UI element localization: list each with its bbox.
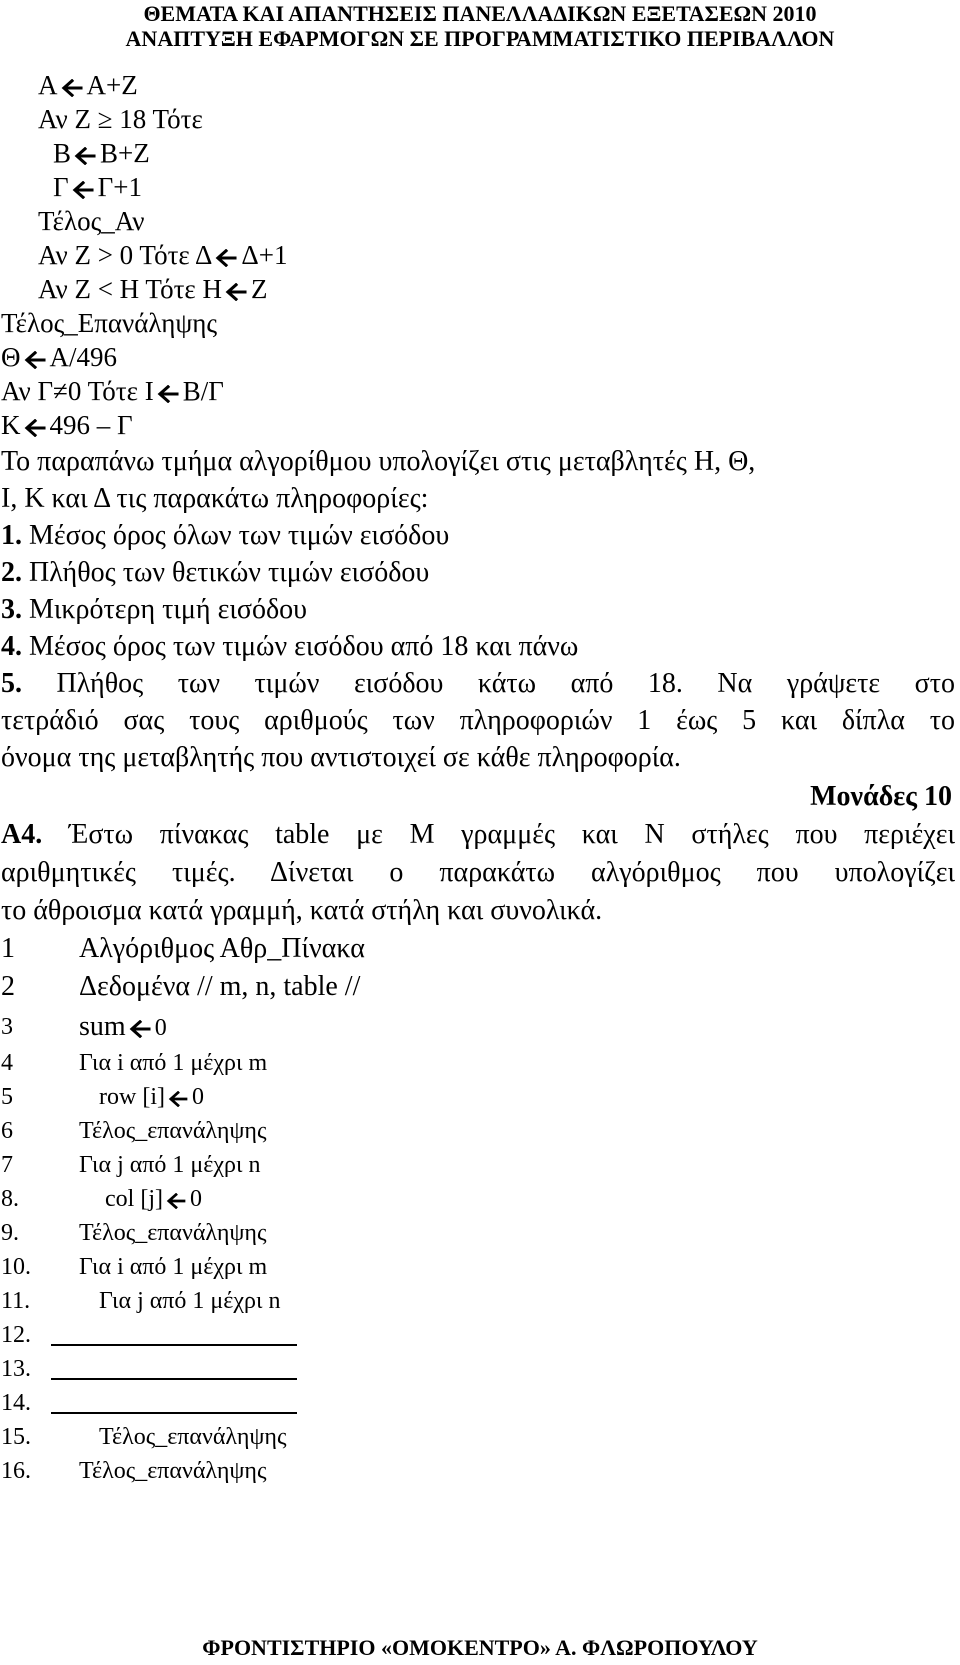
a3-intro-line-1: Το παραπάνω τμήμα αλγορίθμου υπολογίζει στις μεταβλητές Η, Θ, [1, 446, 756, 477]
algo-line-5: Τέλος_Αν [38, 206, 145, 236]
program-line-1: 1 Αλγόριθμος Αθρ_Πίνακα [1, 933, 365, 964]
page-header-subject: ΑΝΑΠΤΥΞΗ ΕΦΑΡΜΟΓΩΝ ΣΕ ΠΡΟΓΡΑΜΜΑΤΙΣΤΙΚΟ ΠΕΡΙΒΑΛΛΟΝ [125, 26, 835, 51]
a3-item-2: 2. Πλήθος των θετικών τιμών εισόδου [1, 557, 430, 588]
program-line-15: 15. Τέλος_επανάληψης [1, 1424, 287, 1450]
program-line-11: 11. Για j από 1 μέχρι n [1, 1288, 281, 1314]
a3-intro-line-2: Ι, Κ και Δ τις παρακάτω πληροφορίες: [1, 483, 429, 514]
a4-text-line-2: αριθμητικές τιμές. Δίνεται ο παρακάτω αλγόριθμος που υπολογίζει [1, 857, 955, 888]
left-arrow-icon [168, 1091, 188, 1107]
left-arrow-icon [157, 385, 179, 403]
left-arrow-icon [129, 1020, 151, 1038]
a3-item-4: 4. Μέσος όρος των τιμών εισόδου από 18 και πάνω [1, 631, 579, 662]
answer-blank[interactable] [51, 1318, 297, 1346]
program-line-10: 10. Για i από 1 μέχρι m [1, 1254, 268, 1280]
a3-item-5-continued-2: όνομα της μεταβλητής που αντιστοιχεί σε κάθε πληροφορία. [1, 742, 681, 773]
left-arrow-icon [24, 351, 46, 369]
left-arrow-icon [24, 419, 46, 437]
program-line-13: 13. [1, 1352, 701, 1384]
algo-line-9: Θ Α/496 [1, 342, 117, 372]
algo-line-11: Κ 496 – Γ [1, 410, 133, 440]
left-arrow-icon [215, 249, 237, 267]
program-line-2: 2 Δεδομένα // m, n, table // [1, 971, 361, 1002]
program-line-9: 9. Τέλος_επανάληψης [1, 1220, 267, 1246]
algo-line-1: Α Α+Ζ [38, 70, 138, 100]
left-arrow-icon [74, 147, 96, 165]
program-line-7: 7 Για j από 1 μέχρι n [1, 1152, 261, 1178]
a3-marks: Μονάδες 10 [810, 781, 952, 812]
left-arrow-icon [166, 1193, 186, 1209]
a4-text-line-3: το άθροισμα κατά γραμμή, κατά στήλη και συνολικά. [1, 895, 603, 926]
a3-item-3: 3. Μικρότερη τιμή εισόδου [1, 594, 308, 625]
program-line-16: 16. Τέλος_επανάληψης [1, 1458, 267, 1484]
left-arrow-icon [225, 283, 247, 301]
page-header-title: ΘΕΜΑΤΑ ΚΑΙ ΑΠΑΝΤΗΣΕΙΣ ΠΑΝΕΛΛΑΔΙΚΩΝ ΕΞΕΤΑΣΕΩΝ 2010 [143, 1, 817, 26]
algo-line-7: Αν Ζ < Η Τότε Η Ζ [38, 274, 268, 304]
a4-text-line-1: Α4. Έστω πίνακας table με Μ γραμμές και Ν στήλες που περιέχει [1, 819, 955, 850]
program-line-4: 4 Για i από 1 μέχρι m [1, 1050, 268, 1076]
algo-line-3: Β Β+Ζ [53, 138, 150, 168]
left-arrow-icon [61, 79, 83, 97]
program-line-12: 12. [1, 1318, 701, 1350]
answer-blank[interactable] [51, 1352, 297, 1380]
page-footer: ΦΡΟΝΤΙΣΤΗΡΙΟ «ΟΜΟΚΕΝΤΡΟ» Α. ΦΛΩΡΟΠΟΥΛΟΥ [202, 1635, 758, 1660]
program-line-5: 5 row [i] 0 [1, 1084, 204, 1110]
algo-line-6: Αν Ζ > 0 Τότε Δ Δ+1 [38, 240, 288, 270]
a3-item-5-continued: τετράδιό σας τους αριθμούς των πληροφοριών 1 έως 5 και δίπλα το [1, 705, 955, 736]
left-arrow-icon [72, 181, 94, 199]
algo-line-4: Γ Γ+1 [53, 172, 142, 202]
algo-line-8: Τέλος_Επανάληψης [1, 308, 218, 338]
algo-line-2: Αν Ζ ≥ 18 Τότε [38, 104, 203, 134]
program-line-8: 8. col [j] 0 [1, 1186, 202, 1212]
program-line-6: 6 Τέλος_επανάληψης [1, 1118, 267, 1144]
a3-item-1: 1. Μέσος όρος όλων των τιμών εισόδου [1, 520, 450, 551]
algo-line-10: Αν Γ≠0 Τότε Ι Β/Γ [1, 376, 224, 406]
program-line-3: 3 sum 0 [1, 1011, 167, 1042]
answer-blank[interactable] [51, 1386, 297, 1414]
program-line-14: 14. [1, 1386, 701, 1418]
a3-item-5: 5. Πλήθος των τιμών εισόδου κάτω από 18. Να γράψετε στο [1, 668, 955, 699]
